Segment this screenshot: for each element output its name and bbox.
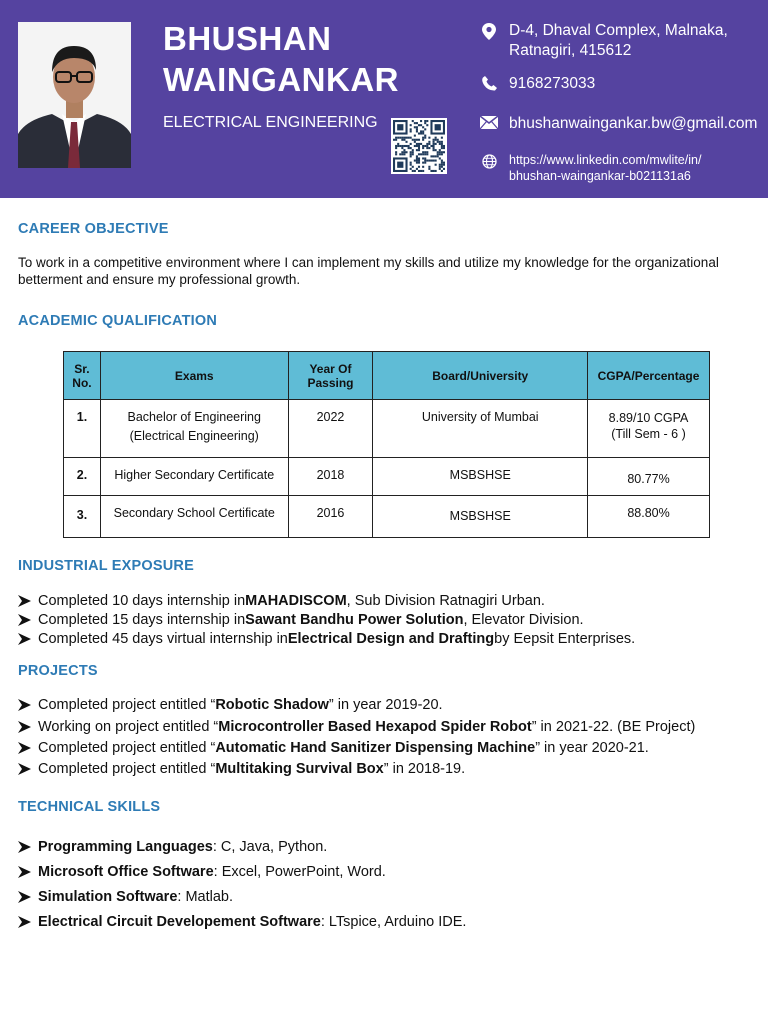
profile-photo: [18, 22, 131, 168]
cell-score: 88.80%: [588, 496, 710, 538]
header-cgpa: CGPA/Percentage: [588, 352, 710, 400]
cell-score: 80.77%: [588, 458, 710, 496]
qr-code-icon: [391, 118, 447, 174]
table-row: [64, 458, 710, 496]
arrow-bullet-icon: [18, 699, 38, 711]
arrow-bullet-icon: [18, 595, 38, 607]
cell-board: University of Mumbai: [373, 400, 588, 458]
arrow-bullet-icon: [18, 916, 38, 928]
list-item: Completed project entitled “ Automatic Hand Sanitizer Dispensing Machine ” in year 2020-21.: [18, 737, 695, 758]
header-year: Year Of Passing: [288, 352, 373, 400]
department-label: ELECTRICAL ENGINEERING: [163, 114, 378, 131]
list-item: Working on project entitled “ Microcontroller Based Hexapod Spider Robot ” in 2021-22. (BE Project): [18, 716, 695, 737]
table-row: [64, 496, 710, 538]
cell-year: 2022: [288, 400, 373, 458]
exposure-list: [18, 591, 635, 648]
list-item: Completed 15 days internship in Sawant Bandhu Power Solution , Elevator Division.: [18, 610, 635, 629]
section-title-industrial-exposure: INDUSTRIAL EXPOSURE: [18, 558, 194, 574]
envelope-icon: [478, 114, 500, 134]
globe-icon: [478, 152, 500, 184]
section-title-career-objective: CAREER OBJECTIVE: [18, 221, 169, 237]
list-item: Completed 10 days internship in MAHADISCOM , Sub Division Ratnagiri Urban.: [18, 591, 635, 610]
cell-score: 8.89/10 CGPA (Till Sem - 6 ): [588, 400, 710, 458]
list-item: Electrical Circuit Developement Software : LTspice, Arduino IDE.: [18, 909, 466, 934]
list-item: Programming Languages : C, Java, Python.: [18, 834, 466, 859]
contact-address: D-4, Dhaval Complex, Malnaka, Ratnagiri, 415612: [478, 21, 728, 61]
cell-board: MSBSHSE: [373, 458, 588, 496]
list-item: Completed project entitled “ Multitaking Survival Box ” in 2018-19.: [18, 758, 695, 779]
cell-exam: Secondary School Certificate: [100, 496, 288, 538]
cell-sr: 3.: [64, 496, 101, 538]
list-item: Microsoft Office Software : Excel, PowerPoint, Word.: [18, 859, 466, 884]
cell-sr: 2.: [64, 458, 101, 496]
cell-board: MSBSHSE: [373, 496, 588, 538]
section-title-projects: PROJECTS: [18, 663, 98, 679]
table-row: [64, 400, 710, 458]
skills-list: [18, 834, 466, 934]
career-objective-text: To work in a competitive environment where I can implement my skills and utilize my knowledge for the organizational betterment and ensure my professional growth.: [18, 255, 719, 287]
arrow-bullet-icon: [18, 866, 38, 878]
header-board: Board/University: [373, 352, 588, 400]
contact-linkedin[interactable]: https://www.linkedin.com/mwlite/in/ bhushan-waingankar-b021131a6: [478, 152, 701, 184]
cell-exam: Higher Secondary Certificate: [100, 458, 288, 496]
section-title-technical-skills: TECHNICAL SKILLS: [18, 799, 161, 815]
arrow-bullet-icon: [18, 721, 38, 733]
list-item: Simulation Software : Matlab.: [18, 884, 466, 909]
location-pin-icon: [478, 21, 500, 61]
contact-phone: 9168273033: [478, 74, 595, 94]
contact-email[interactable]: bhushanwaingankar.bw@gmail.com: [478, 114, 757, 134]
header-banner: [0, 0, 768, 198]
arrow-bullet-icon: [18, 841, 38, 853]
projects-list: [18, 694, 695, 779]
academic-table: [63, 351, 710, 538]
person-name: BHUSHAN WAINGANKAR: [163, 20, 399, 98]
cell-sr: 1.: [64, 400, 101, 458]
cell-exam: Bachelor of Engineering (Electrical Engineering): [100, 400, 288, 458]
cell-year: 2016: [288, 496, 373, 538]
arrow-bullet-icon: [18, 763, 38, 775]
table-header-row: [64, 352, 710, 400]
phone-icon: [478, 74, 500, 94]
list-item: Completed 45 days virtual internship in Electrical Design and Drafting by Eepsit Enterprises.: [18, 629, 635, 648]
header-sr-no: Sr. No.: [64, 352, 101, 400]
header-exams: Exams: [100, 352, 288, 400]
arrow-bullet-icon: [18, 742, 38, 754]
list-item: Completed project entitled “ Robotic Shadow ” in year 2019-20.: [18, 694, 695, 716]
arrow-bullet-icon: [18, 614, 38, 626]
arrow-bullet-icon: [18, 633, 38, 645]
cell-year: 2018: [288, 458, 373, 496]
section-title-academic: ACADEMIC QUALIFICATION: [18, 313, 218, 329]
arrow-bullet-icon: [18, 891, 38, 903]
